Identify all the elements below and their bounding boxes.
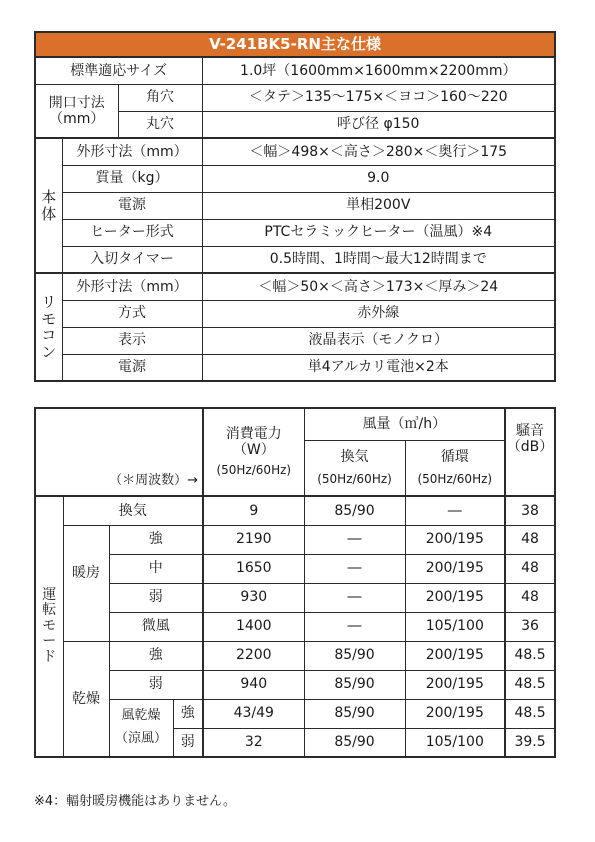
- body-row-value: 0.5時間、1時間～最大12時間まで: [202, 246, 555, 273]
- body-row-label: 質量（kg）: [62, 165, 202, 192]
- power-cell: 32: [203, 728, 304, 757]
- airflow-header: 風量（㎥/h）: [304, 408, 505, 440]
- body-row-label: 外形寸法（mm）: [62, 138, 202, 165]
- circ-cell: 105/100: [405, 728, 505, 757]
- noise-cell: 36: [505, 612, 555, 641]
- power-header-unit: （W）: [232, 442, 275, 459]
- dry-label: 乾燥: [63, 641, 109, 757]
- circ-cell: 105/100: [405, 612, 505, 641]
- vent-cell: ―: [304, 554, 405, 583]
- remote-row-value: 単4アルカリ電池×2本: [202, 354, 555, 381]
- noise-cell: 39.5: [505, 728, 555, 757]
- remote-row-label: 表示: [62, 327, 202, 354]
- perf-row-label: 強: [173, 699, 203, 728]
- round-value: 呼び径 φ150: [202, 111, 555, 138]
- noise-cell: 48: [505, 554, 555, 583]
- power-cell: 2200: [203, 641, 304, 670]
- remote-row-label: 外形寸法（mm）: [62, 273, 202, 300]
- power-header-freq: (50Hz/60Hz): [216, 463, 292, 478]
- perf-row-label: 中: [109, 554, 203, 583]
- body-row: [35, 246, 555, 273]
- body-row-value: 単相200V: [202, 192, 555, 219]
- body-row-label: ヒーター形式: [62, 219, 202, 246]
- opening-label: 開口寸法（mm）: [35, 84, 118, 138]
- wind-dry-label-main: 風乾燥: [121, 707, 161, 723]
- round-label: 丸穴: [118, 111, 202, 138]
- body-row-value: ＜幅＞498×＜高さ＞280×＜奥行＞175: [202, 138, 555, 165]
- perf-row-label: 弱: [109, 670, 203, 699]
- vent-cell: ―: [304, 525, 405, 554]
- body-row-label: 入切タイマー: [62, 246, 202, 273]
- noise-cell: 48: [505, 583, 555, 612]
- footnote: ※4：輻射暖房機能はありません。: [34, 794, 236, 809]
- std-size-row: [35, 57, 555, 84]
- noise-header: [505, 408, 555, 496]
- perf-row-label: 強: [109, 641, 203, 670]
- spec-table: [34, 31, 556, 382]
- noise-cell: 48: [505, 525, 555, 554]
- vent-cell: 85/90: [304, 728, 405, 757]
- circ-cell: 200/195: [405, 525, 505, 554]
- noise-cell: 48.5: [505, 670, 555, 699]
- body-row-label: 電源: [62, 192, 202, 219]
- vent-cell: 85/90: [304, 699, 405, 728]
- circ-cell: 200/195: [405, 583, 505, 612]
- power-cell: 930: [203, 583, 304, 612]
- perf-row: [35, 612, 555, 641]
- perf-row-label: 強: [109, 525, 203, 554]
- remote-row: [35, 300, 555, 327]
- std-size-label: 標準適応サイズ: [35, 57, 202, 84]
- vent-cell: 85/90: [304, 670, 405, 699]
- remote-row-label: 方式: [62, 300, 202, 327]
- vent-header: [304, 440, 405, 496]
- remote-row-value: 赤外線: [202, 300, 555, 327]
- remote-row: [35, 273, 555, 300]
- spec-title-row: [35, 32, 555, 57]
- noise-cell: 38: [505, 496, 555, 525]
- circ-cell: 200/195: [405, 670, 505, 699]
- noise-cell: 48.5: [505, 699, 555, 728]
- circ-header-label: 循環: [440, 448, 469, 465]
- body-row-value: PTCセラミックヒーター（温風）※4: [202, 219, 555, 246]
- vent-header-label: 換気: [340, 448, 369, 465]
- power-cell: 9: [203, 496, 304, 525]
- power-cell: 1400: [203, 612, 304, 641]
- circ-cell: 200/195: [405, 641, 505, 670]
- circ-cell: 200/195: [405, 699, 505, 728]
- noise-header-unit: （dB）: [506, 439, 554, 456]
- circ-header-freq: (50Hz/60Hz): [417, 471, 493, 486]
- circ-cell: 200/195: [405, 554, 505, 583]
- power-header: [203, 408, 304, 496]
- perf-row: [35, 699, 555, 728]
- perf-row: [35, 641, 555, 670]
- remote-row-value: ＜幅＞50×＜高さ＞173×＜厚み＞24: [202, 273, 555, 300]
- wind-dry-label: [109, 699, 173, 757]
- perf-row-label: 弱: [109, 583, 203, 612]
- spec-title: V-241BK5-RN主な仕様: [35, 32, 555, 57]
- mode-label: 運転モード: [35, 496, 63, 757]
- perf-row: [35, 554, 555, 583]
- perf-row: [35, 670, 555, 699]
- perf-row-label: 換気: [63, 496, 203, 525]
- vent-cell: 85/90: [304, 641, 405, 670]
- perf-row-label: 弱: [173, 728, 203, 757]
- body-row-value: 9.0: [202, 165, 555, 192]
- perf-row-label: 微風: [109, 612, 203, 641]
- performance-table: [34, 407, 556, 758]
- square-hole-row: [35, 84, 555, 111]
- noise-header-label: 騒音: [516, 423, 545, 439]
- vent-cell: ―: [304, 612, 405, 641]
- body-label: 本体: [35, 138, 62, 273]
- square-value: ＜タテ＞135～175×＜ヨコ＞160～220: [202, 84, 555, 111]
- vent-cell: ―: [304, 583, 405, 612]
- body-row: [35, 219, 555, 246]
- freq-note: （＊周波数）→: [35, 408, 203, 496]
- remote-row: [35, 327, 555, 354]
- body-row: [35, 165, 555, 192]
- circ-header: [405, 440, 505, 496]
- power-cell: 2190: [203, 525, 304, 554]
- vent-cell: 85/90: [304, 496, 405, 525]
- heat-label: 暖房: [63, 525, 109, 641]
- remote-row: [35, 354, 555, 381]
- remote-row-value: 液晶表示（モノクロ）: [202, 327, 555, 354]
- perf-row: [35, 525, 555, 554]
- noise-cell: 48.5: [505, 641, 555, 670]
- body-row: [35, 138, 555, 165]
- power-cell: 940: [203, 670, 304, 699]
- body-row: [35, 192, 555, 219]
- perf-row: [35, 583, 555, 612]
- perf-header-row-1: [35, 408, 555, 440]
- wind-dry-label-sub: （涼風）: [114, 730, 167, 746]
- remote-label: リモコン: [35, 273, 62, 381]
- perf-row: [35, 496, 555, 525]
- circ-cell: ―: [405, 496, 505, 525]
- vent-header-freq: (50Hz/60Hz): [317, 471, 392, 486]
- power-cell: 43/49: [203, 699, 304, 728]
- remote-row-label: 電源: [62, 354, 202, 381]
- square-label: 角穴: [118, 84, 202, 111]
- power-header-label: 消費電力: [225, 426, 282, 442]
- power-cell: 1650: [203, 554, 304, 583]
- std-size-value: 1.0坪（1600mm×1600mm×2200mm）: [202, 57, 555, 84]
